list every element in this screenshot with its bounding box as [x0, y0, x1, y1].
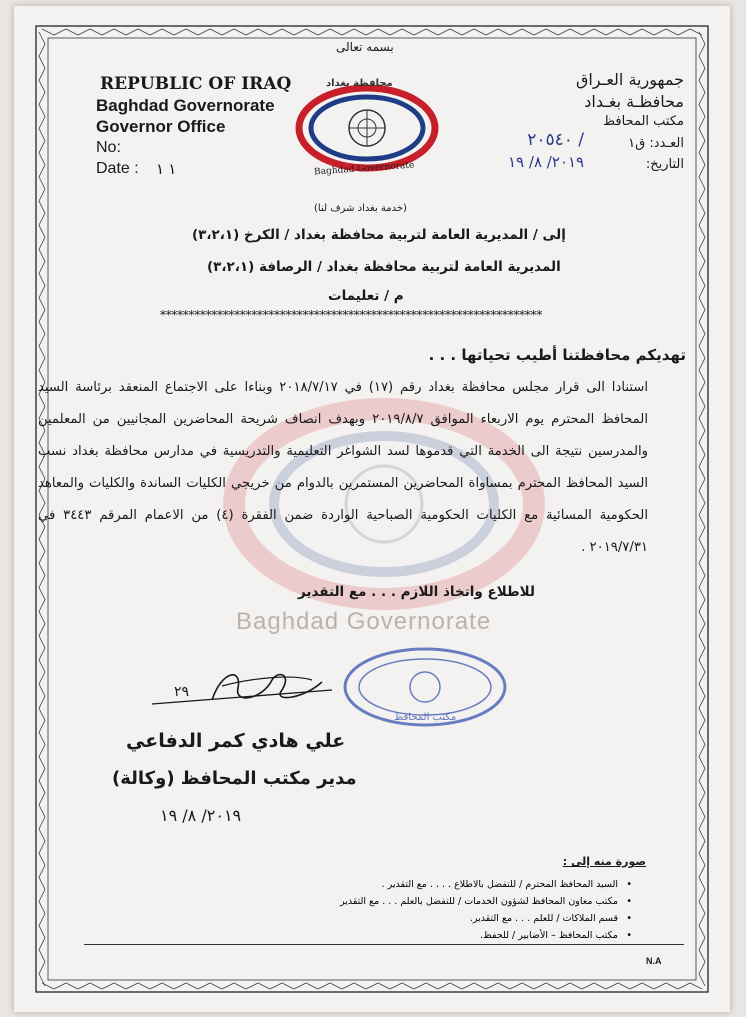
logo-bottom-text: Baghdad Governorate [313, 160, 415, 178]
en-country: REPUBLIC OF IRAQ [100, 74, 292, 94]
ar-date-value: ٢٠١٩/ ٨/ ١٩ [508, 153, 585, 171]
signatory-title: مدير مكتب المحافظ (وكالة) [112, 768, 357, 789]
document-page [14, 6, 730, 1012]
ar-governorate: محافظـة بغـداد [584, 92, 684, 111]
bismillah: بسمه تعالى [336, 40, 394, 54]
cc-item: • مكتب المحافظ – الأضابير / للحفظ. [178, 927, 618, 944]
ar-number-value: / ٢٠٥٤٠ [527, 130, 584, 150]
recipient-line-1: إلى / المديرية العامة لتربية محافظة بغداد / الكرخ (٣،٢،١) [192, 227, 566, 243]
cc-item: • السيد المحافظ المحترم / للتفضل بالاطلاع . . . . مع التقدير . [178, 876, 618, 893]
recipient-line-2: المديرية العامة لتربية محافظة بغداد / الرصافة (٣،٢،١) [207, 259, 561, 275]
footer-divider [84, 944, 684, 945]
body-paragraph: استنادا الى قرار مجلس محافظة بغداد رقم (١٧) في ٢٠١٨/٧/١٧ وبناءا على الاجتماع المنعقد برئاسة السيد المحافظ المحترم يوم الاربعاء الموافق ٢٠١٩/٨/٧ وبهدف انصاف شريحة المحاضرين المجانيين من المعلمين والمدرسين نتيجة الى الخدمة التي قدموها لسد الشواغر التعليمية والتدريسية في مدارس محافظة بغداد نسب السيد المحافظ المحترم بمساواة المحاضرين المستمرين بالدوام من خريجي الكليات الساندة والكليات والمعاهد الحكومية المسائية مع الكليات الحكومية الصباحية الواردة ضمن الفقرة (٤) من الاعمام المرقم ٣٤٤٣ في ٢٠١٩/٧/٣١ . [38, 380, 649, 555]
stamp-text: مكتب المحافظ [394, 712, 457, 723]
en-governorate: Baghdad Governorate [96, 96, 275, 115]
cc-item: • قسم الملاكات / للعلم . . . مع التقدير. [178, 910, 618, 927]
ar-office: مكتب المحافظ [603, 114, 684, 129]
en-date-label: Date : [96, 160, 139, 177]
handwritten-signature [142, 660, 342, 720]
service-note: (خدمة بغداد شرف لنا) [314, 203, 407, 214]
cc-item: • مكتب معاون المحافظ لشؤون الخدمات / للتفضل بالعلم . . . مع التقدير [178, 893, 618, 910]
signature-date: ٢٠١٩/ ٨/ ١٩ [160, 806, 242, 825]
greeting: تهديكم محافظتنا أطيب تحياتها . . . [428, 346, 686, 364]
signatory-name: علي هادي كمر الدفاعي [126, 730, 346, 752]
en-no-label: No: [96, 139, 121, 156]
logo-top-text: محافظة بغداد [326, 78, 393, 89]
watermark-text: Baghdad Governorate [236, 608, 492, 635]
signature-initials: ٢٩ [174, 684, 190, 700]
ar-country: جمهورية العـراق [575, 70, 684, 89]
stars-divider: ******************************************************************* [160, 308, 542, 322]
cc-heading: صورة منه إلى : [562, 855, 646, 868]
closing-line: للاطلاع واتخاذ اللازم . . . مع التقدير [298, 584, 535, 600]
en-office: Governor Office [96, 117, 226, 136]
ar-number-label: العـدد: ق١ [628, 136, 684, 151]
subject-line: م / تعليمات [328, 288, 404, 304]
en-date-value: ١ ١ [156, 161, 177, 178]
ar-date-label: التاريخ: [645, 157, 684, 172]
cc-list [178, 876, 632, 944]
footer-initials: N.A [646, 956, 662, 966]
